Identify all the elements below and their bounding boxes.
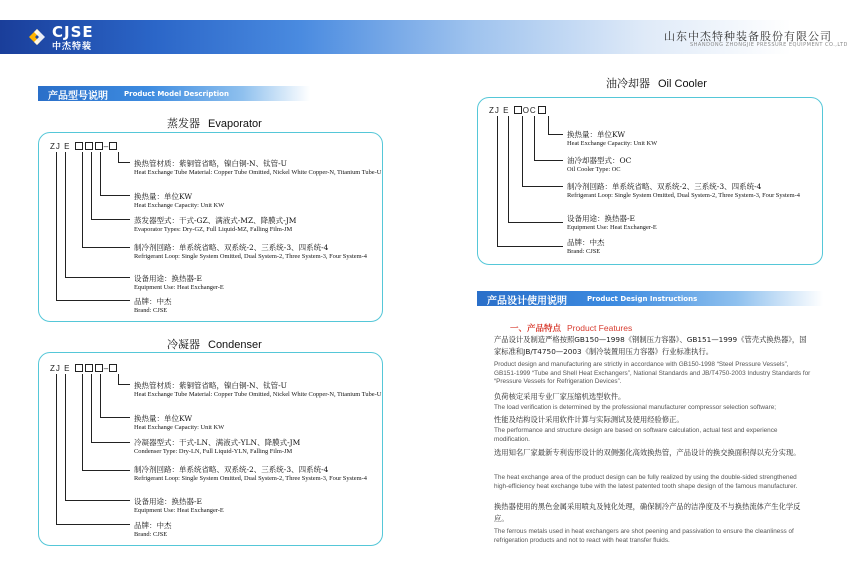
feature-paragraph-en: The performance and structure design are based on software calculation, actual test and experience modification. (494, 427, 778, 443)
features-title-en: Product Features (567, 323, 633, 333)
oil-cooler-item (567, 237, 821, 255)
condenser-item (134, 413, 382, 431)
item-en: Brand: CJSE (567, 248, 601, 255)
code-box (109, 364, 117, 372)
item-en: Heat Exchange Capacity: Unit KW (567, 140, 658, 147)
company-name-en: SHANDONG ZHONGJIE PRESSURE EQUIPMENT CO.,LTD (690, 42, 848, 48)
condenser-item (134, 464, 382, 482)
condenser-title-en: Condenser (208, 339, 262, 351)
features-title (510, 322, 632, 334)
condenser-code: ZJ E – (50, 364, 118, 373)
oil-cooler-code-prefix: ZJ E (489, 106, 510, 115)
design-section-title-cn: 产品设计使用说明 (487, 296, 567, 307)
evaporator-item (134, 296, 382, 314)
feature-paragraph-cn: 性能及结构设计采用软件计算与实际测试及使用经验修正。 (494, 415, 684, 424)
code-box (538, 106, 546, 114)
logo-text: CJSE (52, 23, 94, 41)
item-cn: 品牌：中杰 (567, 238, 605, 247)
evaporator-code: ZJ E – (50, 142, 118, 151)
oil-cooler-code (489, 106, 547, 115)
item-cn: 设备用途：换热器-E (134, 274, 203, 283)
design-section-title-en: Product Design Instructions (587, 295, 698, 303)
item-cn: 蒸发器型式：干式-GZ、满液式-MZ、降膜式-JM (134, 216, 297, 225)
item-en: Heat Exchange Capacity: Unit KW (134, 202, 225, 209)
item-cn: 换热量：单位KW (134, 414, 193, 423)
feature-paragraph-en: The heat exchange area of the product design can be fully realized by using the double-sided strengthened high-efficiency heat exchange tube with the latest patented tooth shape design of the famous manufacturer. (494, 474, 798, 490)
condenser-code-prefix: ZJ E (50, 364, 71, 373)
item-en: Brand: CJSE (134, 307, 168, 314)
item-en: Condenser Type: Dry-LN, Full Liquid-YLN, Falling Film-JM (134, 448, 293, 455)
item-cn: 品牌：中杰 (134, 297, 172, 306)
oil-cooler-item (567, 155, 821, 173)
item-en: Heat Exchange Tube Material: Copper Tube Omitted, Nickel White Copper-N, Titanium Tube-U (134, 169, 382, 176)
item-cn: 冷凝器型式：干式-LN、满液式-YLN、降膜式-JM (134, 438, 301, 447)
oil-cooler-item (567, 213, 821, 231)
condenser-item (134, 437, 382, 455)
evaporator-item (134, 158, 382, 176)
item-en: Equipment Use: Heat Exchanger-E (567, 224, 657, 231)
feature-paragraph-cn: 换热器使用的黑色金属采用喷丸及钝化处理，确保制冷产品的洁净度及不与换热流体产生化学反应。 (494, 502, 801, 523)
company-name-cn: 山东中杰特种装备股份有限公司 (664, 30, 832, 43)
item-en: Equipment Use: Heat Exchanger-E (134, 284, 224, 291)
item-cn: 制冷剂回路：单系统省略、双系统-2、三系统-3、四系统-4 (567, 182, 762, 191)
model-section-title-cn: 产品型号说明 (48, 91, 108, 102)
item-cn: 制冷剂回路：单系统省略、双系统-2、三系统-3、四系统-4 (134, 243, 329, 252)
item-cn: 换热量：单位KW (567, 130, 626, 139)
oil-cooler-item (567, 181, 821, 199)
item-en: Heat Exchange Tube Material: Copper Tube Omitted, Nickel White Copper-N, Titanium Tube-U (134, 391, 382, 398)
item-cn: 换热管材质：紫铜管省略，镍白铜-N、钛管-U (134, 381, 287, 390)
item-cn: 品牌：中杰 (134, 521, 172, 530)
item-en: Evaporator Types: Dry-GZ, Full Liquid-MZ, Falling Film-JM (134, 226, 293, 233)
feature-paragraph-en: Product design and manufacturing are strictly in accordance with GB150-1998 “Steel Pressure Vessels”, GB151-1999 “Tube and Shell Heat Exchangers”, National Standards and JB/T4750-2003 Industry Standards for “Pressure Vessels for Refrigeration Devices”. (494, 361, 811, 386)
code-box (85, 364, 93, 372)
item-cn: 油冷却器型式：OC (567, 156, 632, 165)
oil-cooler-title-cn: 油冷却器 (606, 77, 650, 90)
item-cn: 制冷剂回路：单系统省略、双系统-2、三系统-3、四系统-4 (134, 465, 329, 474)
condenser-title (167, 336, 262, 352)
evaporator-title-en: Evaporator (208, 118, 262, 130)
condenser-item (134, 496, 382, 514)
evaporator-title-cn: 蒸发器 (167, 117, 200, 130)
code-box (95, 364, 103, 372)
item-en: Equipment Use: Heat Exchanger-E (134, 507, 224, 514)
evaporator-item (134, 191, 382, 209)
logo-subtext: 中杰特装 (52, 42, 93, 52)
design-section-bar (477, 291, 823, 306)
item-cn: 换热管材质：紫铜管省略，镍白铜-N、钛管-U (134, 159, 287, 168)
feature-paragraph-cn: 选用知名厂家最新专利齿形设计的双侧强化高效换热管，产品设计的换交换面积得以充分实现。 (494, 448, 801, 457)
evaporator-title (167, 115, 262, 131)
item-cn: 换热量：单位KW (134, 192, 193, 201)
features-title-cn: 一、产品特点 (510, 324, 562, 334)
oil-cooler-title (606, 75, 707, 91)
item-en: Refrigerant Loop: Single System Omitted, Dual System-2, Three System-3, Four System-4 (567, 192, 800, 199)
item-cn: 设备用途：换热器-E (567, 214, 636, 223)
item-en: Refrigerant Loop: Single System Omitted, Dual System-2, Three System-3, Four System-4 (134, 475, 367, 482)
evaporator-item (134, 215, 382, 233)
oil-cooler-item (567, 129, 821, 147)
item-en: Refrigerant Loop: Single System Omitted, Dual System-2, Three System-3, Four System-4 (134, 253, 367, 260)
code-box (109, 142, 117, 150)
feature-paragraph-en: The ferrous metals used in heat exchangers are shot peening and passivation to ensure the cleanliness of refrigeration products and not to react with heat transfer fluids. (494, 528, 794, 544)
oil-cooler-title-en: Oil Cooler (658, 78, 707, 90)
item-cn: 设备用途：换热器-E (134, 497, 203, 506)
code-box (75, 142, 83, 150)
code-box (75, 364, 83, 372)
condenser-title-cn: 冷凝器 (167, 338, 200, 351)
oil-cooler-code-mid: OC (522, 106, 537, 115)
code-box (85, 142, 93, 150)
item-en: Heat Exchange Capacity: Unit KW (134, 424, 225, 431)
evaporator-code-prefix: ZJ E (50, 142, 71, 151)
evaporator-item (134, 273, 382, 291)
evaporator-item (134, 242, 382, 260)
code-box (95, 142, 103, 150)
code-box (514, 106, 522, 114)
feature-paragraph-cn: 产品设计及制造严格按照GB150—1998《钢制压力容器》、GB151—1999《管壳式换热器》，国家标准和JB/T4750—2003《制冷装置用压力容器》行业标准执行。 (494, 335, 807, 356)
feature-paragraph-cn: 负荷核定采用专业厂家压缩机选型软件。 (494, 392, 626, 401)
logo-icon (26, 26, 48, 48)
item-en: Brand: CJSE (134, 531, 168, 538)
model-section-title-en: Product Model Description (124, 90, 229, 98)
item-en: Oil Cooler Type: OC (567, 166, 621, 173)
condenser-item (134, 380, 382, 398)
condenser-item (134, 520, 382, 538)
feature-paragraph-en: The load verification is determined by the professional manufacturer compressor selection software; (494, 404, 777, 411)
model-section-bar (38, 86, 310, 101)
